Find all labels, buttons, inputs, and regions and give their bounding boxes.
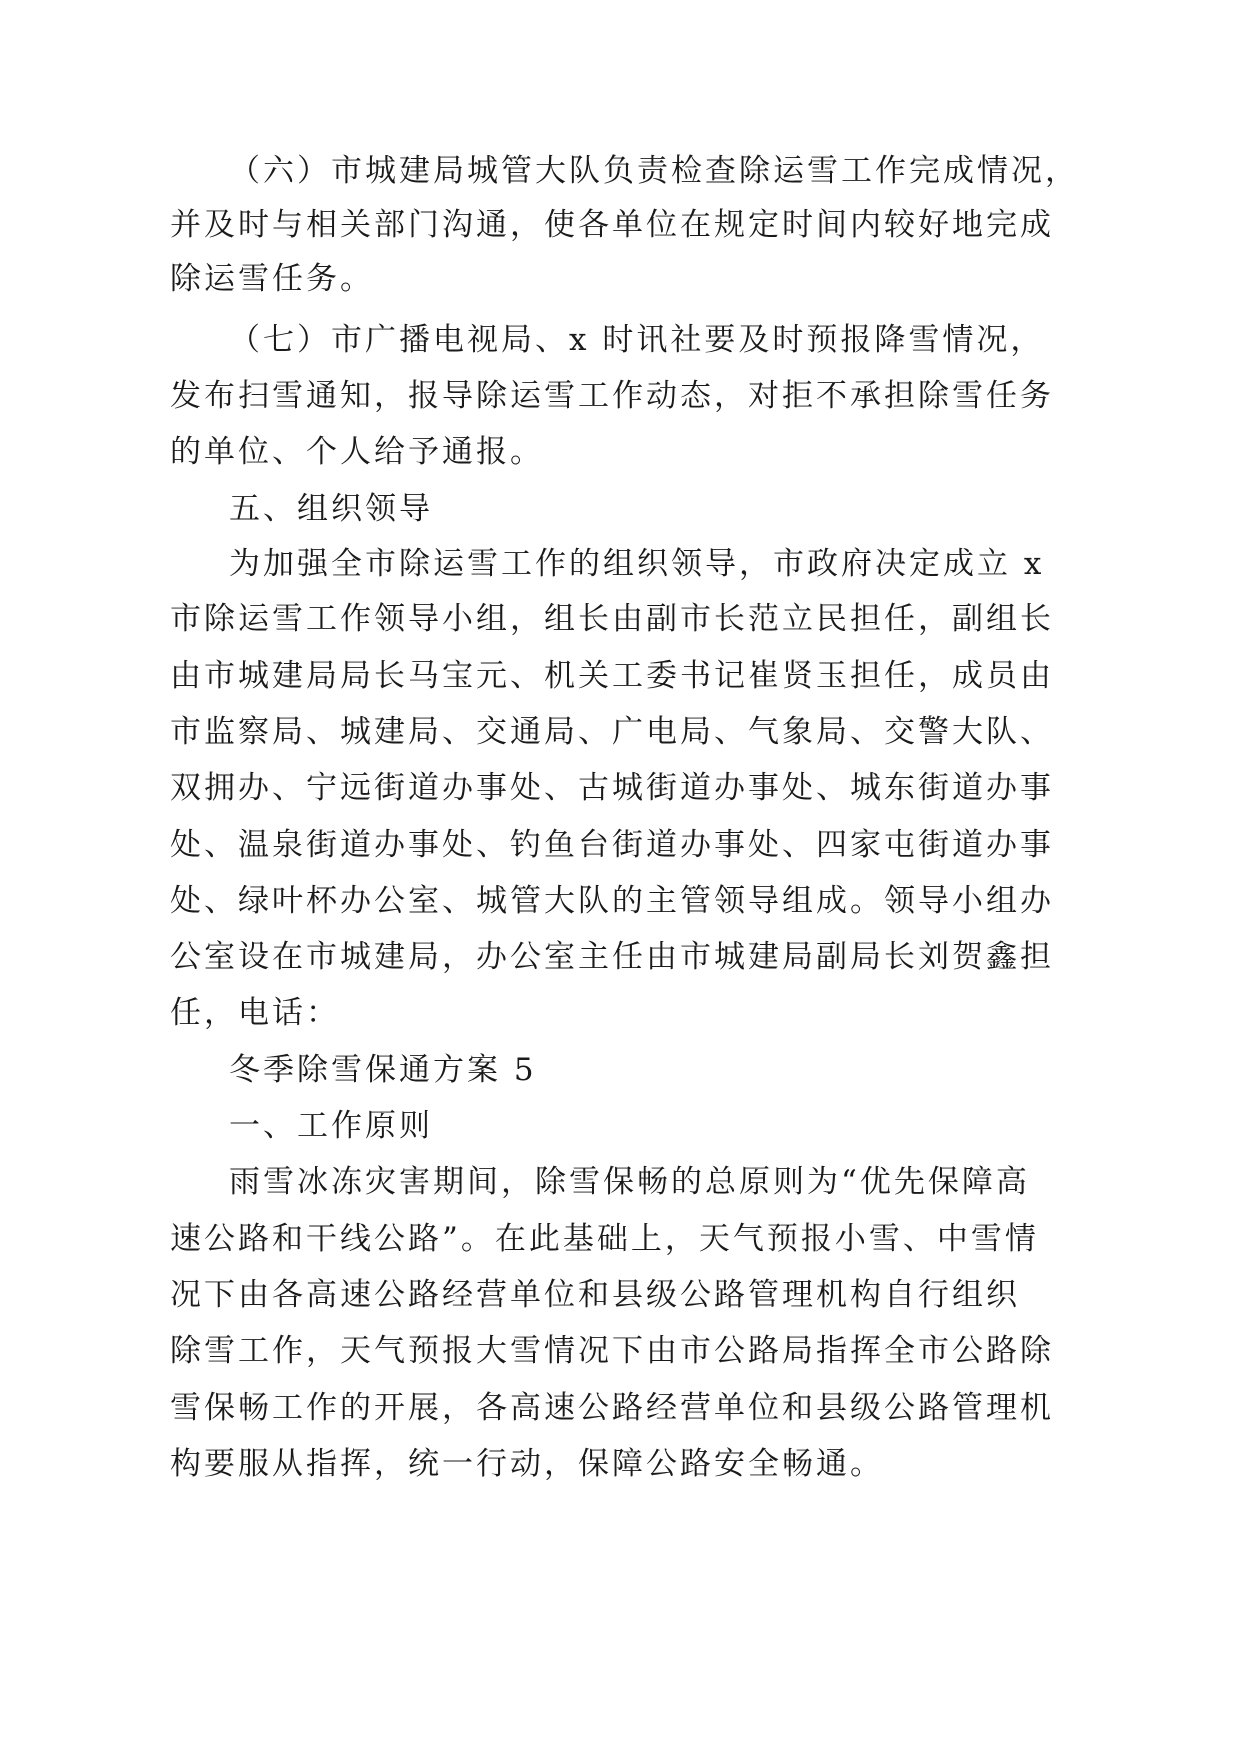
text-line: 由市城建局局长马宝元、机关工委书记崔贤玉担任，成员由 — [170, 658, 1054, 694]
text-line: 构要服从指挥，统一行动，保障公路安全畅通。 — [170, 1446, 884, 1482]
text-line: 的单位、个人给予通报。 — [170, 434, 544, 470]
text-line: 处、温泉街道办事处、钓鱼台街道办事处、四家屯街道办事 — [170, 827, 1054, 863]
section-heading: 一、工作原则 — [229, 1108, 433, 1144]
text-line: （六）市城建局城管大队负责检查除运雪工作完成情况， — [229, 153, 1079, 189]
section-heading: 冬季除雪保通方案 5 — [229, 1052, 537, 1088]
text-line: 双拥办、宁远街道办事处、古城街道办事处、城东街道办事 — [170, 770, 1054, 806]
text-line: 雪保畅工作的开展，各高速公路经营单位和县级公路管理机 — [170, 1390, 1054, 1426]
text-line: 除雪工作，天气预报大雪情况下由市公路局指挥全市公路除 — [170, 1333, 1054, 1369]
text-line: 发布扫雪通知，报导除运雪工作动态，对拒不承担除雪任务 — [170, 378, 1054, 414]
text-line: 速公路和干线公路”。在此基础上，天气预报小雪、中雪情 — [170, 1221, 1039, 1257]
text-line: （七）市广播电视局、x 时讯社要及时预报降雪情况， — [229, 322, 1045, 358]
section-heading: 五、组织领导 — [229, 491, 433, 527]
text-line: 并及时与相关部门沟通，使各单位在规定时间内较好地完成 — [170, 207, 1054, 243]
text-line: 况下由各高速公路经营单位和县级公路管理机构自行组织 — [170, 1277, 1020, 1313]
text-line: 处、绿叶杯办公室、城管大队的主管领导组成。领导小组办 — [170, 883, 1054, 919]
text-line: 市监察局、城建局、交通局、广电局、气象局、交警大队、 — [170, 714, 1054, 750]
text-line: 公室设在市城建局，办公室主任由市城建局副局长刘贺鑫担 — [170, 939, 1054, 975]
text-line: 雨雪冰冻灾害期间，除雪保畅的总原则为“优先保障高 — [229, 1164, 1030, 1200]
text-line: 为加强全市除运雪工作的组织领导，市政府决定成立 x — [229, 546, 1045, 582]
text-line: 市除运雪工作领导小组，组长由副市长范立民担任，副组长 — [170, 601, 1054, 637]
text-line: 除运雪任务。 — [170, 261, 374, 297]
text-line: 任，电话： — [170, 995, 340, 1031]
